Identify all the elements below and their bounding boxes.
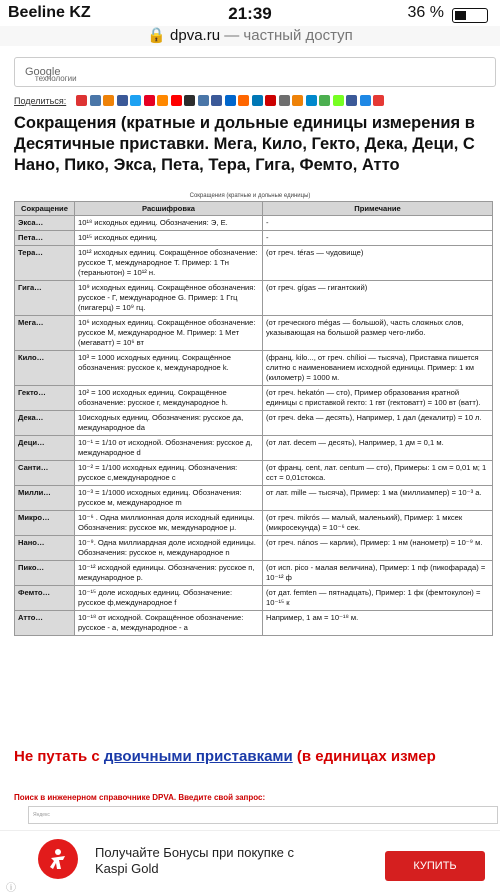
table-row [15, 386, 493, 411]
warning [14, 748, 436, 765]
share-icon[interactable] [103, 95, 114, 106]
share-icon[interactable] [184, 95, 195, 106]
cell-abbr: Мега… [15, 316, 75, 351]
table-row [15, 611, 493, 636]
cell-abbr: Атто… [15, 611, 75, 636]
carrier: Beeline KZ [8, 4, 91, 21]
share-icon[interactable] [333, 95, 344, 106]
share-icon[interactable] [346, 95, 357, 106]
share-icon[interactable] [157, 95, 168, 106]
info-icon[interactable]: ⓘ [6, 883, 16, 894]
warning-tail: (в единицах измер [292, 748, 436, 765]
cell-note: (от франц. cent, лат. centum — сто), Примеры: 1 см = 0,01 м; 1 сст = 0,01стокса. [263, 461, 493, 486]
cell-abbr: Пико… [15, 561, 75, 586]
cell-exp: 10⁻² = 1/100 исходных единиц. Обозначения: русское с,международное c [75, 461, 263, 486]
share-icon[interactable] [279, 95, 290, 106]
share-icon[interactable] [252, 95, 263, 106]
cell-note: (от греческого mégas — большой), часть сложных слов, указывающая на большой размер чего-либо. [263, 316, 493, 351]
cell-note: (от греч. téras — чудовище) [263, 246, 493, 281]
table-row [15, 436, 493, 461]
share-icon[interactable] [198, 95, 209, 106]
header-decoding: Расшифровка [75, 202, 263, 216]
binary-prefixes-link[interactable]: двоичными приставками [103, 748, 293, 765]
share-icon[interactable] [360, 95, 371, 106]
cell-exp: 10⁶ исходных единиц. Сокращённое обозначение: русское М, международное M. Пример: 1 Мет (мегаватт) = 10⁶ вт [75, 316, 263, 351]
cell-exp: 10⁻¹⁸ от исходной. Сокращённое обозначение: русское - а, международное - a [75, 611, 263, 636]
share-icon[interactable] [76, 95, 87, 106]
cell-exp: 10⁻¹⁵ доле исходных единиц. Обозначение: русское ф,международное f [75, 586, 263, 611]
share-icon[interactable] [171, 95, 182, 106]
table-row [15, 536, 493, 561]
cell-note: - [263, 231, 493, 246]
table-row [15, 216, 493, 231]
share-icon[interactable] [130, 95, 141, 106]
cell-exp: 10¹⁵ исходных единиц. [75, 231, 263, 246]
share-icon[interactable] [306, 95, 317, 106]
cell-abbr: Нано… [15, 536, 75, 561]
table-row [15, 486, 493, 511]
cell-note: (от лат. decem — десять), Например, 1 дм = 0,1 м. [263, 436, 493, 461]
table-row [15, 351, 493, 386]
table-row [15, 411, 493, 436]
cell-exp: 10исходных единиц. Обозначения: русское да, международное da [75, 411, 263, 436]
status-bar [0, 0, 500, 26]
cell-abbr: Санти… [15, 461, 75, 486]
cell-note: (от греч. mikrós — малый, маленький), Пример: 1 мксек (микросекунда) = 10⁻⁶ сек. [263, 511, 493, 536]
prefix-table [14, 201, 493, 636]
share-icon[interactable] [117, 95, 128, 106]
search-prefix: технологии [35, 74, 77, 83]
cell-exp: 10³ = 1000 исходных единиц. Сокращённое обозначения: русское к, международное k. [75, 351, 263, 386]
cell-exp: 10² = 100 исходных единиц. Сокращённое обозначение: русское г, международное h. [75, 386, 263, 411]
cell-abbr: Пета… [15, 231, 75, 246]
share-icon[interactable] [292, 95, 303, 106]
cell-abbr: Кило… [15, 351, 75, 386]
table-row [15, 281, 493, 316]
cell-note: (от дат. femten — пятнадцать), Пример: 1 фк (фемтокулон) = 10⁻¹⁵ к [263, 586, 493, 611]
cell-note: (от исп. pico - малая величина), Пример: 1 пф (пикофарада) = 10⁻¹² ф [263, 561, 493, 586]
cell-abbr: Дека… [15, 411, 75, 436]
table-row [15, 231, 493, 246]
header-note: Примечание [263, 202, 493, 216]
cell-note: (от греч. nános — карлик), Пример: 1 нм (нанометр) = 10⁻⁹ м. [263, 536, 493, 561]
share-icons [76, 93, 387, 108]
buy-button[interactable]: КУПИТЬ [385, 851, 485, 881]
table-row [15, 316, 493, 351]
cell-exp: 10⁻⁹. Одна миллиардная доле исходной единицы. Обозначения: русское н, международное n [75, 536, 263, 561]
address-bar[interactable] [0, 26, 500, 46]
cell-note: от лат. mille — тысяча), Пример: 1 ма (миллиампер) = 10⁻³ а. [263, 486, 493, 511]
yandex-search-input[interactable]: Яндекс [28, 806, 498, 824]
share-icon[interactable] [211, 95, 222, 106]
share-icon[interactable] [319, 95, 330, 106]
cell-note: (от греч. hekatón — сто), Пример образования кратной единицы с приставкой гекто: 1 гвт (гектоватт) = 100 вт (ватт). [263, 386, 493, 411]
cell-abbr: Милли… [15, 486, 75, 511]
cell-abbr: Деци… [15, 436, 75, 461]
table-row [15, 246, 493, 281]
share-icon[interactable] [238, 95, 249, 106]
share-icon[interactable] [265, 95, 276, 106]
ad-banner[interactable] [0, 830, 500, 894]
share-icon[interactable] [144, 95, 155, 106]
cell-abbr: Тера… [15, 246, 75, 281]
cell-abbr: Микро… [15, 511, 75, 536]
cell-note: (от греч. deka — десять), Например, 1 дал (декалитр) = 10 л. [263, 411, 493, 436]
cell-abbr: Гекто… [15, 386, 75, 411]
share-icon[interactable] [90, 95, 101, 106]
table-row [15, 511, 493, 536]
google-logo: Google [25, 66, 61, 78]
ad-text-1: Получайте Бонусы при покупке с [95, 845, 294, 860]
battery-icon [452, 8, 488, 23]
cell-abbr: Гига… [15, 281, 75, 316]
google-search-box[interactable] [14, 57, 496, 87]
table-row [15, 561, 493, 586]
battery-percent: 36 % [407, 4, 444, 21]
clock: 21:39 [228, 4, 272, 23]
share-label: Поделиться: [14, 96, 67, 106]
cell-abbr: Фемто… [15, 586, 75, 611]
cell-exp: 10⁻³ = 1/1000 исходных единиц. Обозначения: русское м, международное m [75, 486, 263, 511]
cell-exp: 10⁹ исходных единиц. Сокращённое обозначения: русское - Г, международное G. Пример: 1 Ггц (пигагерц) = 10⁹ гц. [75, 281, 263, 316]
lock-icon: 🔒 [147, 27, 166, 44]
table-caption: Сокращения (кратные и дольные единицы) [189, 193, 311, 199]
cell-note: (франц. kilo..., от греч. chílioi — тысяча), Приставка пишется слитно с наименованием исходной единицы. Пример: 1 км (километр) = 1000 м. [263, 351, 493, 386]
warning-text: Не путать с [14, 748, 104, 765]
find-label: Поиск в инженерном справочнике DPVA. Введите свой запрос: [14, 793, 266, 802]
cell-exp: 10⁻⁶ . Одна миллионная доля исходный единицы. Обозначения: русское мк, международное μ. [75, 511, 263, 536]
table-row [15, 586, 493, 611]
domain: dpva.ru [170, 27, 221, 44]
share-icon[interactable] [225, 95, 236, 106]
cell-abbr: Экса… [15, 216, 75, 231]
cell-exp: 10⁻¹² исходной единицы. Обозначения: русское п, международное p. [75, 561, 263, 586]
cell-note: (от греч. gígas — гигантский) [263, 281, 493, 316]
private-label: — частный доступ [220, 27, 353, 44]
share-icon[interactable] [373, 95, 384, 106]
header-abbr: Сокращение [15, 202, 75, 216]
cell-note: - [263, 216, 493, 231]
cell-note: Например, 1 ам = 10⁻¹⁸ м. [263, 611, 493, 636]
cell-exp: 10⁻¹ = 1/10 от исходной. Обозначения: русское д, международное d [75, 436, 263, 461]
cell-exp: 10¹² исходных единиц. Сокращённое обозначение: русское Т, международное T. Пример: 1 Тн (тераньютон) = 10¹² н. [75, 246, 263, 281]
kaspi-logo [38, 839, 78, 879]
page-title: Сокращения (кратные и дольные единицы измерения в Десятичные приставки. Мега, Кило, Гекто, Дека, Деци, С Нано, Пико, Экса, Пета, Тера, Гига, Фемто, Атто [14, 114, 475, 174]
ad-text-2: Kaspi Gold [95, 861, 159, 876]
table-row [15, 461, 493, 486]
cell-exp: 10¹⁸ исходных единиц. Обозначения: Э, Е. [75, 216, 263, 231]
